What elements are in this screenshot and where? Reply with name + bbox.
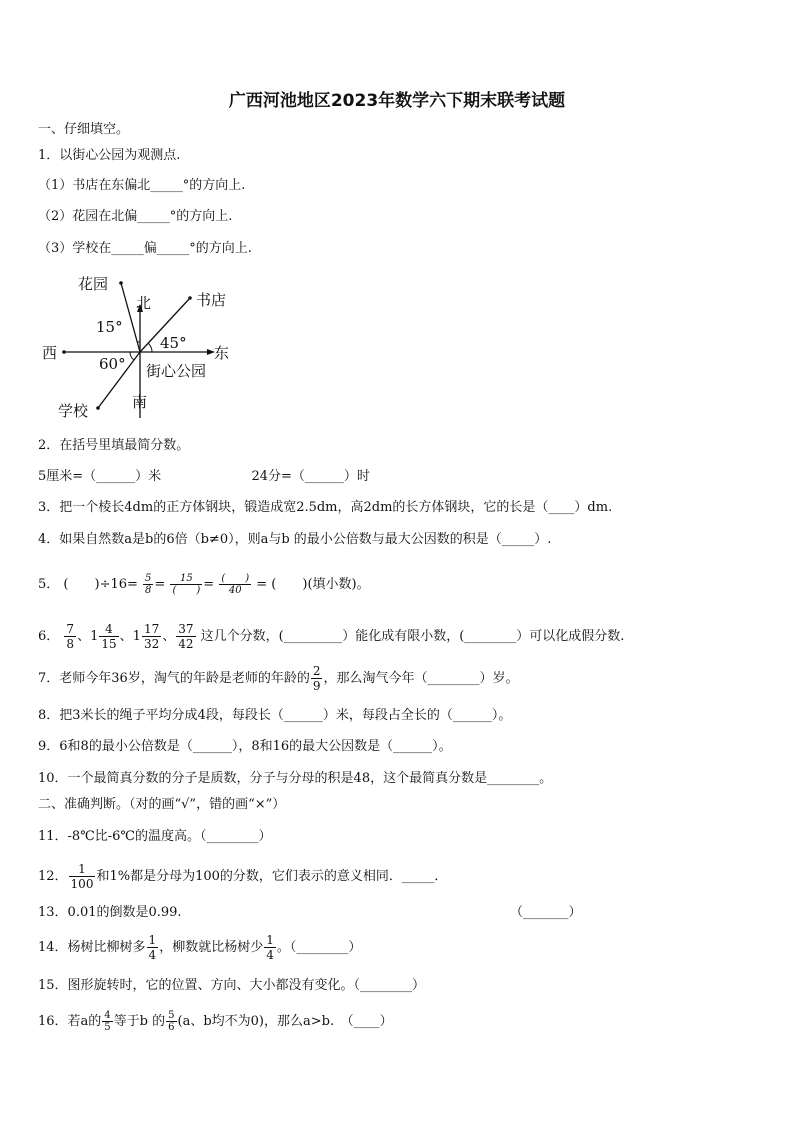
fraction-numerator: 1 <box>148 933 157 947</box>
angle-arc-60 <box>130 352 134 360</box>
question-6-fraction-1 <box>64 622 76 651</box>
label-south: 南 <box>132 393 148 411</box>
question-1-stem: 1．以街心公园为观测点. <box>38 148 181 163</box>
question-5-lead: ( )÷16= <box>63 577 138 592</box>
question-15: 15．图形旋转时，它的位置、方向、大小都没有变化。（________） <box>38 978 426 993</box>
fraction-denominator: 9 <box>312 679 321 693</box>
question-14-middle: ，柳数就比杨树少 <box>159 940 264 955</box>
question-16-fraction-2 <box>166 1010 176 1033</box>
question-7-tail: ，那么淘气今年（________）岁。 <box>323 671 519 686</box>
equals-sign: = <box>154 577 166 592</box>
label-west: 西 <box>42 344 58 362</box>
fraction-denominator: 8 <box>145 585 152 596</box>
fraction-denominator: ( ) <box>172 585 201 596</box>
section-2-heading: 二、准确判断。（对的画“√”，错的画“×”） <box>38 797 286 812</box>
fraction-numerator: 15 <box>170 573 202 585</box>
question-14-fraction-1 <box>147 933 159 962</box>
question-6-number: 6． <box>38 629 60 644</box>
question-5-fraction-1 <box>143 573 153 596</box>
separator: 、 <box>119 629 133 644</box>
question-3: 3．把一个棱长4dm的正方体钢块，锻造成宽2.5dm，高2dm的长方体钢块，它的长是（____）dm. <box>38 500 613 515</box>
fraction-numerator: 5 <box>145 573 152 584</box>
label-school: 学校 <box>58 402 89 420</box>
fraction-numerator: 1 <box>266 933 274 947</box>
label-flower-garden: 花园 <box>78 275 109 293</box>
fraction-denominator: 8 <box>66 637 75 651</box>
question-13-text: 13．0.01的倒数是0.99. <box>38 905 182 920</box>
question-14-fraction-2 <box>264 933 276 962</box>
separator: 、 <box>162 629 176 644</box>
question-2-part-b: 24分=（______）时 <box>251 469 370 484</box>
fraction-denominator: 15 <box>101 637 117 651</box>
whole-number: 1 <box>132 629 141 644</box>
question-14-lead: 14．杨树比柳树多 <box>38 940 146 955</box>
fraction-denominator: 32 <box>143 637 160 651</box>
question-12-number: 12． <box>38 869 68 884</box>
fraction-denominator: 42 <box>178 637 194 651</box>
question-12-tail: 和1%都是分母为100的分数，它们表示的意义相同．_____． <box>96 869 448 884</box>
question-2-row <box>38 469 370 485</box>
question-16-lead: 16．若a的 <box>38 1014 102 1029</box>
west-point <box>62 350 66 354</box>
question-10: 10．一个最简真分数的分子是质数，分子与分母的积是48，这个最简真分数是________。 <box>38 771 553 786</box>
question-11: 11．-8℃比-6℃的温度高。（________） <box>38 829 272 844</box>
question-9: 9．6和8的最小公倍数是（______），8和16的最大公因数是（______）。 <box>38 739 452 754</box>
question-2-part-a: 5厘米=（______）米 <box>38 469 162 484</box>
question-16-tail: (a、b均不为0)，那么a>b. （____） <box>177 1014 393 1029</box>
question-4: 4．如果自然数a是b的6倍（b≠0），则a与b 的最小公倍数与最大公因数的积是（_____）. <box>38 532 552 547</box>
question-6-fraction-2 <box>99 622 118 651</box>
fraction-numerator: 7 <box>66 622 75 636</box>
label-angle-60: 60° <box>99 355 126 373</box>
label-east: 东 <box>214 344 230 362</box>
question-5-tail: = ( )(填小数)。 <box>256 577 370 592</box>
section-1-heading: 一、仔细填空。 <box>38 122 130 137</box>
label-north: 北 <box>136 294 152 312</box>
fraction-denominator: 4 <box>266 948 274 962</box>
question-13-blank: （_______） <box>510 905 582 920</box>
compass-diagram <box>40 268 240 428</box>
fraction-numerator: 1 <box>69 862 96 877</box>
question-8: 8．把3米长的绳子平均分成4段，每段长（______）米，每段占全长的（______）。 <box>38 708 512 723</box>
question-13 <box>38 905 582 921</box>
question-1-part-1: （1）书店在东偏北_____°的方向上. <box>38 178 246 193</box>
separator: 、 <box>77 629 91 644</box>
angle-arc-45 <box>148 343 152 352</box>
page-title: 广西河池地区2023年数学六下期末联考试题 <box>228 91 566 111</box>
question-6 <box>38 620 624 654</box>
question-2-stem: 2．在括号里填最简分数。 <box>38 438 190 453</box>
label-angle-45: 45° <box>160 334 187 352</box>
question-6-fraction-3 <box>142 622 161 651</box>
fraction-numerator: 4 <box>99 622 118 637</box>
fraction-denominator: 40 <box>228 585 242 596</box>
question-1-part-3: （3）学校在_____偏_____°的方向上. <box>38 241 252 256</box>
equals-sign: = <box>203 577 215 592</box>
question-5 <box>38 566 370 604</box>
fraction-numerator: ( ) <box>221 573 250 584</box>
question-16-middle: 等于b 的 <box>113 1014 166 1029</box>
question-16-fraction-1 <box>102 1010 112 1033</box>
question-12-fraction <box>69 862 96 891</box>
question-5-number: 5． <box>38 577 60 592</box>
fraction-numerator: 37 <box>178 622 194 636</box>
fraction-denominator: 5 <box>104 1022 111 1033</box>
question-5-fraction-3 <box>219 573 251 596</box>
question-14-tail: 。（________） <box>276 940 362 955</box>
fraction-numerator: 4 <box>104 1010 111 1021</box>
label-central-park: 街心公园 <box>146 362 207 380</box>
question-14 <box>38 931 361 965</box>
label-angle-15: 15° <box>96 318 123 336</box>
fraction-denominator: 6 <box>168 1022 175 1033</box>
question-1-part-2: （2）花园在北偏_____°的方向上. <box>38 209 233 224</box>
fraction-denominator: 100 <box>70 877 94 891</box>
question-5-fraction-2 <box>170 573 202 596</box>
question-7 <box>38 663 518 695</box>
question-7-lead: 7．老师今年36岁，淘气的年龄是老师的年龄的 <box>38 671 310 686</box>
fraction-numerator: 2 <box>312 664 321 678</box>
flower-garden-point <box>119 281 123 285</box>
question-6-tail: 这几个分数，(_________）能化成有限小数，(________）可以化成假分数. <box>200 629 625 644</box>
bookstore-point <box>188 296 192 300</box>
school-point <box>96 406 100 410</box>
fraction-denominator: 4 <box>148 948 157 962</box>
question-7-fraction <box>311 664 323 693</box>
fraction-numerator: 17 <box>143 622 160 636</box>
question-6-fraction-4 <box>176 622 195 651</box>
question-12 <box>38 860 447 894</box>
question-16 <box>38 1006 393 1038</box>
label-bookstore: 书店 <box>196 291 227 309</box>
fraction-numerator: 5 <box>168 1010 175 1021</box>
whole-number: 1 <box>90 629 99 644</box>
